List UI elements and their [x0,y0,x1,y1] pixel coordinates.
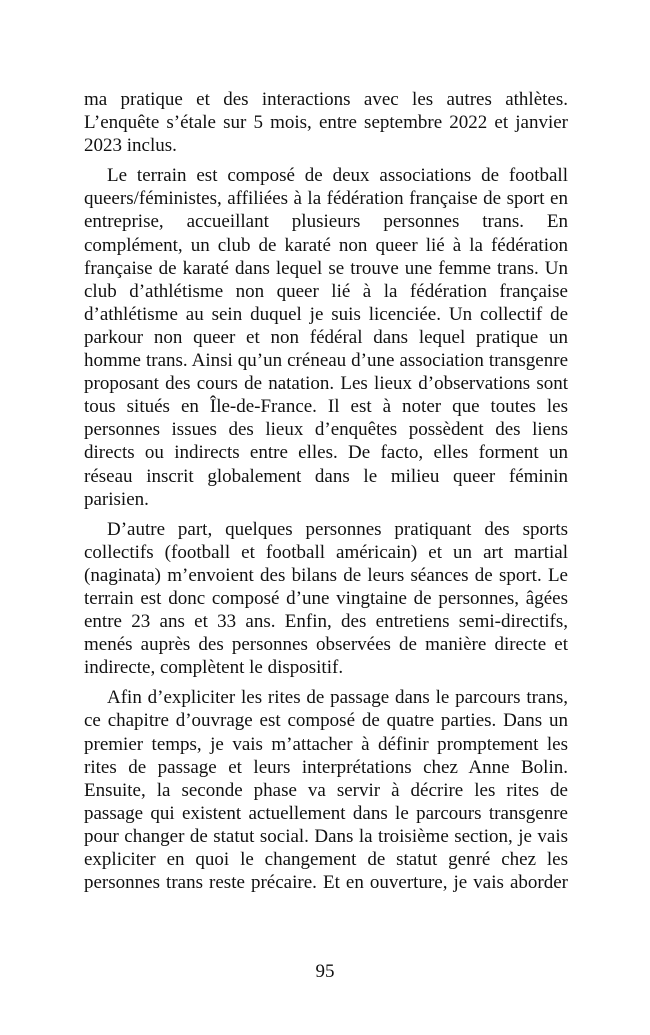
paragraph-terrain: Le terrain est composé de deux associations de football queers/féministes, affiliées à la fédération française de sport en entreprise, accueillant plusieurs personnes trans. En complément, un club de karaté non queer lié à la fédération française de karaté dans lequel se trouve une femme trans. Un club d’athlétisme non queer lié à la fédération française d’athlétisme au sein duquel je suis licenciée. Un collectif de parkour non queer et non fédéral dans lequel pratique un homme trans. Ainsi qu’un créneau d’une association transgenre proposant des cours de natation. Les lieux d’observations sont tous situés en Île-de-France. Il est à noter que toutes les personnes issues des lieux d’enquêtes possèdent des liens directs ou indirects entre elles. De facto, elles forment un réseau inscrit globalement dans le milieu queer féminin parisien. [84,165,568,510]
page-body [84,88,568,894]
paragraph-autre-part: D’autre part, quelques personnes pratiquant des sports collectifs (football et football américain) et un art martial (naginata) m’envoient des bilans de leurs séances de sport. Le terrain est donc composé d’une vingtaine de personnes, âgées entre 23 ans et 33 ans. Enfin, des entretiens semi-directifs, menés auprès des personnes observées de manière directe et indirecte, complètent le dispositif. [84,518,568,679]
paragraph-continuation: ma pratique et des interactions avec les autres athlètes. L’enquête s’étale sur 5 mois, entre septembre 2022 et janvier 2023 inclus. [84,89,568,157]
paragraph-rites: Afin d’expliciter les rites de passage dans le parcours trans, ce chapitre d’ouvrage est composé de quatre parties. Dans un premier temps, je vais m’attacher à définir promptement les rites de passage et leurs interprétations chez Anne Bolin. Ensuite, la seconde phase va servir à décrire les rites de passage qui existent actuellement dans le parcours transgenre pour changer de statut social. Dans la troisième section, je vais expliciter en quoi le changement de statut genré chez les personnes trans reste précaire. Et en ouverture, je vais aborder [84,687,568,894]
page-number: 95 [315,961,335,982]
